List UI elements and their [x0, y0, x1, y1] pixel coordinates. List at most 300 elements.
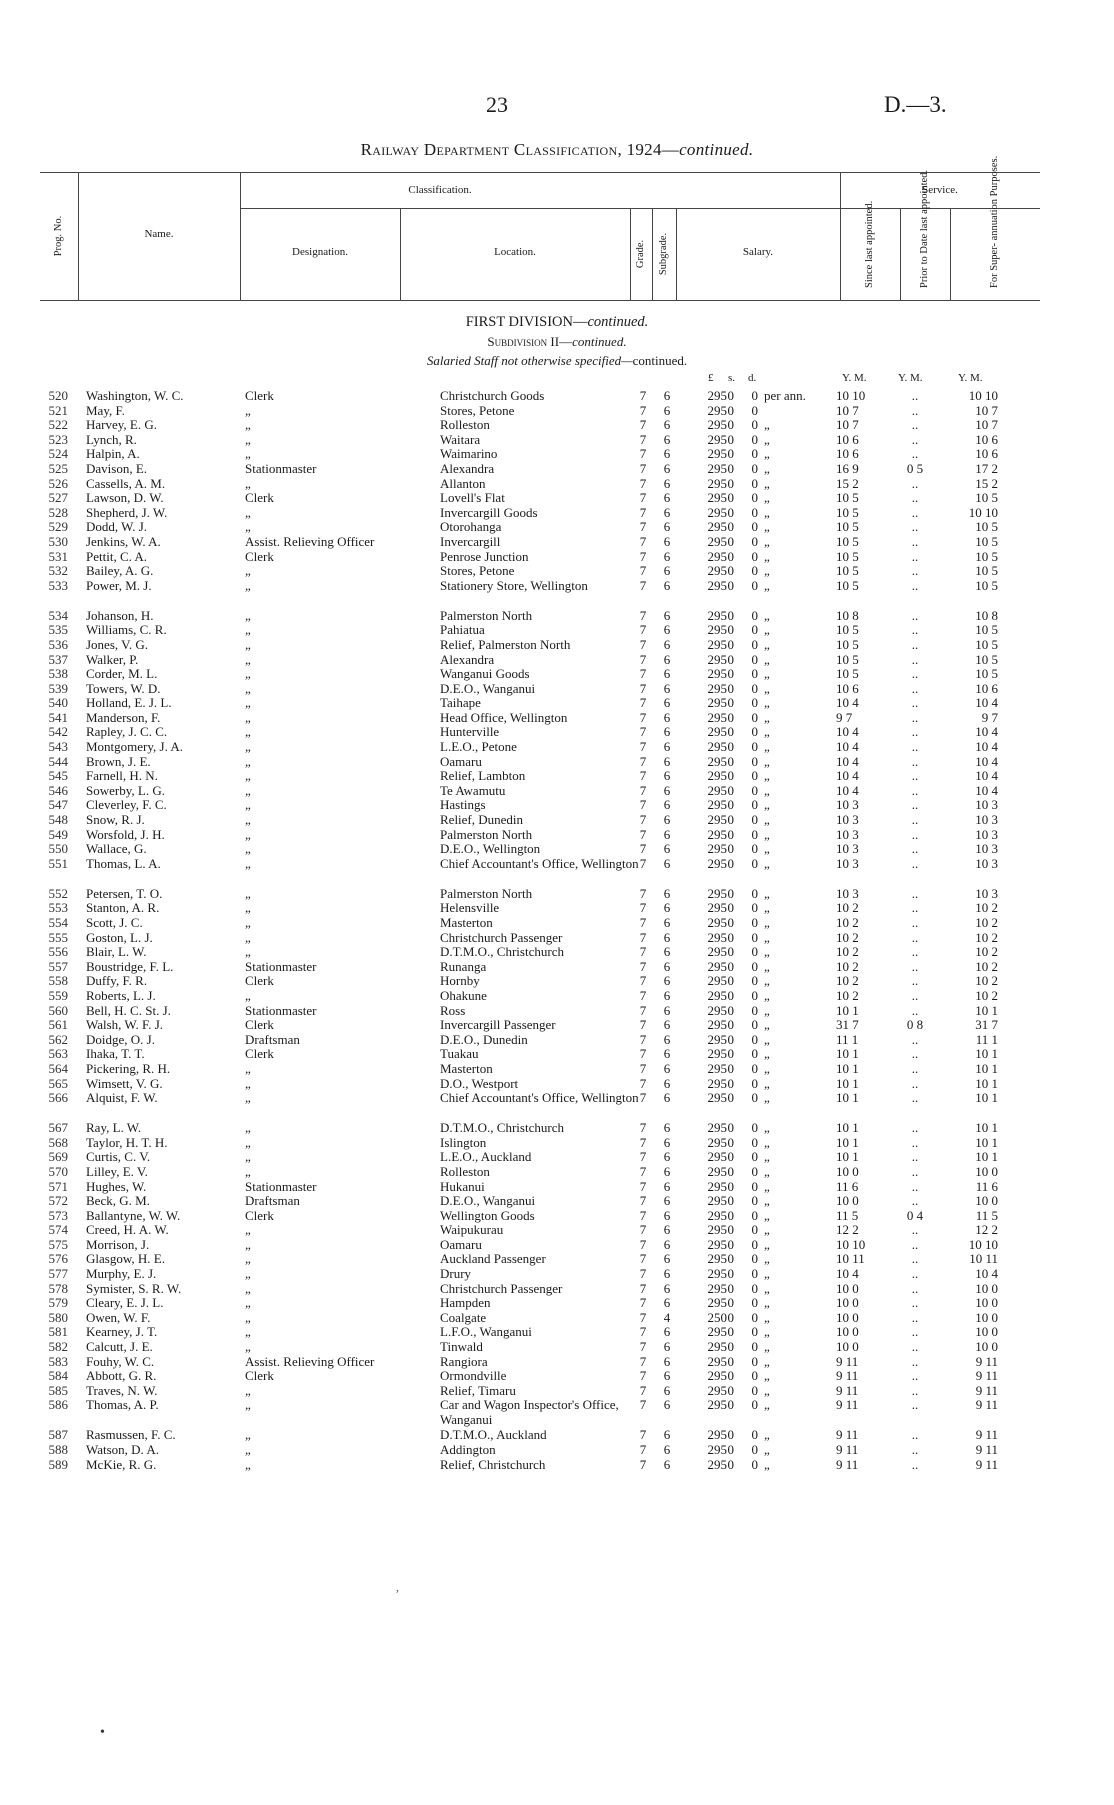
since-last-cell: 10 4: [836, 753, 859, 769]
prog-no-cell: 523: [48, 431, 68, 447]
designation-cell: „: [245, 1120, 251, 1136]
salary-pence-cell: 0: [751, 666, 758, 682]
since-last-cell: 10 3: [836, 812, 859, 828]
prior-to-header: Prior to Date last appointed.: [919, 169, 930, 288]
table-row: [0, 563, 1114, 578]
subgrade-cell: 6: [663, 958, 671, 974]
superannuation-cell: 10 6: [975, 431, 998, 447]
subgrade-cell: 6: [663, 753, 671, 769]
prior-to-cell: ..: [911, 782, 919, 798]
location-cell: Hunterville: [440, 724, 500, 740]
superannuation-cell: 10 2: [975, 900, 998, 916]
salary-period-cell: „: [764, 490, 770, 506]
designation-cell: „: [245, 1397, 251, 1413]
salary-pence-cell: 0: [751, 1456, 758, 1472]
subgrade-cell: 6: [663, 900, 671, 916]
name-cell: Roberts, L. J.: [86, 987, 156, 1003]
since-last-cell: 10 5: [836, 533, 859, 549]
grade-cell: 7: [639, 1134, 647, 1150]
designation-cell: „: [245, 519, 251, 535]
grade-cell: 7: [639, 695, 647, 711]
since-last-cell: 10 5: [836, 490, 859, 506]
name-cell: Wimsett, V. G.: [86, 1075, 163, 1091]
name-cell: Watson, D. A.: [86, 1442, 159, 1457]
superannuation-cell: 10 0: [975, 1295, 998, 1311]
prior-to-cell: ..: [911, 417, 919, 433]
prior-unit: Y. M.: [898, 372, 923, 384]
prior-to-cell: ..: [911, 797, 919, 813]
name-cell: Towers, W. D.: [86, 680, 161, 696]
salary-pounds-cell: 295: [707, 1031, 727, 1047]
salary-shillings-cell: 0: [727, 1427, 734, 1443]
location-cell: Waipukurau: [440, 1222, 504, 1238]
shilling-unit: s.: [728, 372, 736, 384]
prior-to-cell: ..: [911, 1251, 919, 1267]
salary-shillings-cell: 0: [727, 1368, 734, 1384]
salary-pounds-cell: 295: [707, 1060, 727, 1076]
since-last-cell: 10 3: [836, 855, 859, 871]
subgrade-cell: 6: [663, 1002, 671, 1018]
since-last-cell: 10 3: [836, 885, 859, 901]
prior-to-cell: ..: [911, 987, 919, 1003]
grade-cell: 7: [639, 1442, 647, 1457]
superannuation-cell: 10 10: [968, 388, 998, 403]
table-row: [0, 681, 1114, 696]
subgrade-cell: 6: [663, 622, 671, 638]
salary-shillings-cell: 0: [727, 548, 734, 564]
salary-shillings-cell: 0: [727, 490, 734, 506]
prior-to-cell: ..: [911, 812, 919, 828]
table-row: [0, 973, 1114, 988]
superannuation-cell: 10 1: [975, 1075, 998, 1091]
subgrade-cell: 6: [663, 577, 671, 593]
salary-pence-cell: 0: [751, 900, 758, 916]
salary-period-cell: „: [764, 987, 770, 1003]
prior-to-cell: ..: [911, 958, 919, 974]
since-last-cell: 10 0: [836, 1193, 859, 1209]
prog-no-cell: 586: [48, 1397, 68, 1413]
prior-to-cell: ..: [911, 724, 919, 740]
since-last-cell: 10 5: [836, 636, 859, 652]
salary-period-cell: „: [764, 1178, 770, 1194]
salary-period-cell: „: [764, 666, 770, 682]
since-last-cell: 10 5: [836, 519, 859, 535]
since-last-cell: 16 9: [836, 460, 859, 476]
name-cell: Harvey, E. G.: [86, 417, 157, 433]
salary-pence-cell: 0: [751, 563, 758, 579]
name-cell: Murphy, E. J.: [86, 1266, 157, 1282]
table-row: [0, 1193, 1114, 1208]
salary-shillings-cell: 0: [727, 577, 734, 593]
subgrade-cell: 6: [663, 402, 671, 418]
table-row: [0, 637, 1114, 652]
salary-shillings-cell: 0: [727, 709, 734, 725]
since-last-cell: 10 2: [836, 929, 859, 945]
name-cell: Rapley, J. C. C.: [86, 724, 168, 740]
location-cell: Lovell's Flat: [440, 490, 505, 506]
salary-shillings-cell: 0: [727, 1090, 734, 1106]
name-cell: Scott, J. C.: [86, 915, 143, 930]
grade-cell: 7: [639, 1382, 647, 1398]
prior-to-cell: ..: [911, 1295, 919, 1311]
salary-pounds-cell: 295: [707, 739, 727, 755]
designation-cell: „: [245, 944, 251, 960]
staff-table-body: [0, 388, 1114, 1471]
subgrade-cell: 6: [663, 1368, 671, 1384]
superannuation-cell: 10 10: [968, 1236, 998, 1252]
salary-shillings-cell: 0: [727, 797, 734, 813]
designation-cell: „: [245, 753, 251, 769]
superannuation-cell: 10 5: [975, 636, 998, 652]
location-cell: Invercargill: [440, 533, 501, 549]
table-row: [0, 1339, 1114, 1354]
salary-pounds-cell: 295: [707, 1134, 727, 1150]
prog-no-cell: 529: [48, 519, 68, 535]
prog-no-cell: 548: [48, 812, 68, 828]
since-last-cell: 10 2: [836, 944, 859, 960]
superannuation-cell: 10 7: [975, 417, 998, 433]
since-last-cell: 10 10: [836, 1236, 866, 1252]
designation-cell: „: [245, 1251, 251, 1267]
designation-cell: „: [245, 1339, 251, 1355]
salary-pence-cell: 0: [751, 1442, 758, 1457]
since-last-cell: 10 5: [836, 651, 859, 667]
salary-pence-cell: 0: [751, 855, 758, 871]
designation-cell: Draftsman: [245, 1031, 300, 1047]
salary-period-cell: „: [764, 417, 770, 433]
salary-pounds-cell: 295: [707, 1280, 727, 1296]
prog-no-cell: 583: [48, 1353, 68, 1369]
salary-pence-cell: 0: [751, 753, 758, 769]
name-header: Name.: [144, 228, 174, 240]
salary-shillings-cell: 0: [727, 475, 734, 491]
designation-cell: „: [245, 1075, 251, 1091]
name-cell: Lynch, R.: [86, 431, 137, 447]
grade-cell: 7: [639, 1353, 647, 1369]
location-cell: D.E.O., Wellington: [440, 841, 541, 857]
grade-cell: 7: [639, 431, 647, 447]
subgrade-cell: 6: [663, 548, 671, 564]
location-cell: Tuakau: [440, 1046, 479, 1062]
table-row: [0, 505, 1114, 520]
name-cell: Johanson, H.: [86, 607, 154, 623]
prior-to-cell: 0 8: [906, 1017, 924, 1033]
name-cell: Bell, H. C. St. J.: [86, 1002, 171, 1018]
salary-shillings-cell: 0: [727, 812, 734, 828]
superannuation-cell: 10 0: [975, 1324, 998, 1340]
table-row: [0, 652, 1114, 667]
designation-cell: „: [245, 666, 251, 682]
subgrade-cell: 6: [663, 519, 671, 535]
prog-no-cell: 521: [48, 402, 68, 418]
salary-shillings-cell: 0: [727, 1120, 734, 1136]
name-cell: Pettit, C. A.: [86, 548, 148, 564]
salary-shillings-cell: 0: [727, 1397, 734, 1413]
table-row: [0, 1354, 1114, 1369]
prior-to-cell: ..: [911, 1060, 919, 1076]
since-last-cell: 10 5: [836, 622, 859, 638]
prior-to-cell: ..: [911, 1397, 919, 1413]
subgrade-cell: 6: [663, 417, 671, 433]
subgrade-cell: 6: [663, 885, 671, 901]
since-last-cell: 10 1: [836, 1090, 859, 1106]
prog-no-cell: 536: [48, 636, 68, 652]
salary-shillings-cell: 0: [727, 680, 734, 696]
divider: [950, 208, 951, 300]
salary-pounds-cell: 295: [707, 753, 727, 769]
name-cell: Thomas, A. P.: [86, 1397, 159, 1413]
salary-period-cell: „: [764, 812, 770, 828]
since-last-cell: 10 6: [836, 446, 859, 462]
salaried-staff-note: [0, 353, 1114, 369]
salary-pence-cell: 0: [751, 446, 758, 462]
salary-pounds-cell: 295: [707, 900, 727, 916]
prog-no-cell: 580: [48, 1309, 68, 1325]
salary-period-cell: „: [764, 841, 770, 857]
grade-cell: 7: [639, 841, 647, 857]
salary-shillings-cell: 0: [727, 1339, 734, 1355]
location-cell: Taihape: [440, 695, 481, 711]
divider: [900, 208, 901, 300]
salary-pence-cell: 0: [751, 1382, 758, 1398]
name-cell: Jenkins, W. A.: [86, 533, 161, 549]
grade-cell: 7: [639, 1339, 647, 1355]
subgrade-cell: 6: [663, 1442, 671, 1457]
salary-pence-cell: 0: [751, 1031, 758, 1047]
salary-period-cell: „: [764, 1309, 770, 1325]
salary-pounds-cell: 295: [707, 1075, 727, 1091]
prog-no-cell: 546: [48, 782, 68, 798]
subgrade-cell: 6: [663, 1353, 671, 1369]
prog-no-cell: 533: [48, 577, 68, 593]
grade-cell: 7: [639, 490, 647, 506]
salary-pence-cell: 0: [751, 885, 758, 901]
salary-pounds-cell: 250: [707, 1309, 727, 1325]
since-last-cell: 31 7: [836, 1017, 859, 1033]
salary-header: Salary.: [742, 246, 774, 258]
prog-no-cell: 567: [48, 1120, 68, 1136]
designation-cell: Stationmaster: [245, 958, 317, 974]
salary-period-cell: „: [764, 622, 770, 638]
salary-shillings-cell: 0: [727, 695, 734, 711]
name-cell: Wallace, G.: [86, 841, 147, 857]
prog-no-cell: 552: [48, 885, 68, 901]
salary-pence-cell: 0: [751, 1090, 758, 1106]
salary-shillings-cell: 0: [727, 1149, 734, 1165]
classification-header: Classification.: [408, 184, 472, 196]
prog-no-cell: 563: [48, 1046, 68, 1062]
salary-period-cell: „: [764, 724, 770, 740]
table-row: [0, 534, 1114, 549]
prog-no-cell: 578: [48, 1280, 68, 1296]
salary-pounds-cell: 295: [707, 709, 727, 725]
subgrade-cell: 6: [663, 680, 671, 696]
name-cell: Halpin, A.: [86, 446, 140, 462]
salary-pence-cell: 0: [751, 695, 758, 711]
subgrade-cell: 6: [663, 388, 671, 403]
designation-cell: „: [245, 768, 251, 784]
prior-to-cell: ..: [911, 1236, 919, 1252]
salary-shillings-cell: 0: [727, 563, 734, 579]
prog-no-cell: 528: [48, 504, 68, 520]
salary-period-cell: „: [764, 1046, 770, 1062]
designation-cell: Clerk: [245, 1368, 274, 1384]
salary-period-cell: „: [764, 739, 770, 755]
salary-shillings-cell: 0: [727, 782, 734, 798]
name-cell: Doidge, O. J.: [86, 1031, 155, 1047]
subgrade-cell: 6: [663, 709, 671, 725]
grade-cell: 7: [639, 1280, 647, 1296]
prior-to-cell: ..: [911, 1075, 919, 1091]
salary-shillings-cell: 0: [727, 987, 734, 1003]
since-last-cell: 11 6: [836, 1178, 859, 1194]
prior-to-cell: 0 4: [906, 1207, 924, 1223]
salary-pence-cell: 0: [751, 1236, 758, 1252]
location-cell: Waitara: [440, 431, 481, 447]
superannuation-cell: 17 2: [975, 460, 998, 476]
salary-pounds-cell: 295: [707, 622, 727, 638]
subgrade-cell: 6: [663, 1017, 671, 1033]
salary-pence-cell: 0: [751, 1120, 758, 1136]
location-cell: L.F.O., Wanganui: [440, 1324, 532, 1340]
designation-cell: Assist. Relieving Officer: [245, 1353, 375, 1369]
since-last-cell: 10 1: [836, 1149, 859, 1165]
salary-shillings-cell: 0: [727, 915, 734, 930]
grade-cell: 7: [639, 1309, 647, 1325]
salary-pounds-cell: 295: [707, 1002, 727, 1018]
salary-shillings-cell: 0: [727, 666, 734, 682]
salary-period-cell: „: [764, 797, 770, 813]
prior-to-cell: ..: [911, 915, 919, 930]
grade-cell: 7: [639, 1456, 647, 1472]
subgrade-cell: 6: [663, 1266, 671, 1282]
salary-period-cell: „: [764, 1442, 770, 1457]
salary-period-cell: „: [764, 548, 770, 564]
subgrade-cell: 6: [663, 1382, 671, 1398]
designation-cell: „: [245, 782, 251, 798]
since-last-cell: 10 5: [836, 577, 859, 593]
stray-dot: •: [100, 1725, 105, 1740]
subdivision-continued: continued.: [572, 334, 627, 349]
name-cell: McKie, R. G.: [86, 1456, 157, 1472]
salary-shillings-cell: 0: [727, 958, 734, 974]
designation-cell: „: [245, 577, 251, 593]
superannuation-cell: 10 6: [975, 680, 998, 696]
prior-to-cell: ..: [911, 533, 919, 549]
prior-to-cell: ..: [911, 1339, 919, 1355]
name-cell: Jones, V. G.: [86, 636, 149, 652]
prior-to-cell: ..: [911, 622, 919, 638]
superannuation-cell: 9 11: [975, 1456, 998, 1472]
location-cell: Ormondville: [440, 1368, 507, 1384]
salary-pounds-cell: 295: [707, 1368, 727, 1384]
designation-cell: „: [245, 475, 251, 491]
prog-no-cell: 543: [48, 739, 68, 755]
salary-shillings-cell: 0: [727, 1193, 734, 1209]
name-cell: Shepherd, J. W.: [86, 504, 168, 520]
prior-to-cell: ..: [911, 1280, 919, 1296]
prog-no-cell: 589: [48, 1456, 68, 1472]
superannuation-cell: 11 1: [975, 1031, 998, 1047]
subgrade-cell: 6: [663, 797, 671, 813]
superannuation-cell: 10 2: [975, 929, 998, 945]
designation-cell: Clerk: [245, 973, 274, 989]
since-last-cell: 10 1: [836, 1134, 859, 1150]
superannuation-cell: 31 7: [975, 1017, 998, 1033]
superannuation-cell: 10 6: [975, 446, 998, 462]
designation-cell: „: [245, 1163, 251, 1179]
table-row: [0, 1251, 1114, 1266]
prog-no-cell: 544: [48, 753, 68, 769]
salary-shillings-cell: 0: [727, 1309, 734, 1325]
prog-no-cell: 547: [48, 797, 68, 813]
salary-shillings-cell: 0: [727, 636, 734, 652]
salary-pence-cell: 0: [751, 577, 758, 593]
grade-cell: 7: [639, 782, 647, 798]
designation-cell: „: [245, 987, 251, 1003]
since-last-cell: 10 0: [836, 1163, 859, 1179]
grade-cell: 7: [639, 460, 647, 476]
grade-cell: 7: [639, 1163, 647, 1179]
name-cell: Sowerby, L. G.: [86, 782, 165, 798]
location-cell: Rangiora: [440, 1353, 488, 1369]
salary-pounds-cell: 295: [707, 431, 727, 447]
grade-cell: 7: [639, 475, 647, 491]
since-last-cell: 10 1: [836, 1060, 859, 1076]
table-row: [0, 1427, 1114, 1442]
salary-pence-cell: 0: [751, 1280, 758, 1296]
since-last-cell: 10 5: [836, 563, 859, 579]
location-cell: D.E.O., Wanganui: [440, 1193, 536, 1209]
salary-period-cell: „: [764, 1017, 770, 1033]
table-row: [0, 695, 1114, 710]
salary-period-cell: „: [764, 900, 770, 916]
salary-shillings-cell: 0: [727, 388, 734, 403]
superannuation-cell: 10 5: [975, 548, 998, 564]
salary-shillings-cell: 0: [727, 504, 734, 520]
salary-period-cell: per ann.: [764, 388, 806, 403]
salary-period-cell: „: [764, 607, 770, 623]
prog-no-cell: 572: [48, 1193, 68, 1209]
superannuation-cell: 10 3: [975, 885, 998, 901]
designation-cell: „: [245, 417, 251, 433]
name-cell: Ray, L. W.: [86, 1120, 142, 1136]
salary-period-cell: „: [764, 709, 770, 725]
grade-cell: 7: [639, 958, 647, 974]
subgrade-cell: 6: [663, 460, 671, 476]
salary-period-cell: „: [764, 1090, 770, 1106]
location-cell: Pahiatua: [440, 622, 485, 638]
location-cell: D.T.M.O., Christchurch: [440, 1120, 564, 1136]
superannuation-cell: 10 1: [975, 1090, 998, 1106]
grade-cell: 7: [639, 680, 647, 696]
superannuation-cell: 11 6: [975, 1178, 998, 1194]
superannuation-cell: 10 4: [975, 753, 998, 769]
location-cell: Penrose Junction: [440, 548, 529, 564]
salary-pounds-cell: 295: [707, 1353, 727, 1369]
salary-pence-cell: 0: [751, 1075, 758, 1091]
designation-cell: „: [245, 1134, 251, 1150]
prog-no-cell: 569: [48, 1149, 68, 1165]
grade-cell: 7: [639, 1060, 647, 1076]
salary-shillings-cell: 0: [727, 1046, 734, 1062]
since-last-cell: 9 11: [836, 1397, 859, 1413]
location-cell: Masterton: [440, 1060, 493, 1076]
designation-cell: „: [245, 841, 251, 857]
prog-no-cell: 530: [48, 533, 68, 549]
salary-pounds-cell: 295: [707, 1427, 727, 1443]
salary-pounds-cell: 295: [707, 636, 727, 652]
